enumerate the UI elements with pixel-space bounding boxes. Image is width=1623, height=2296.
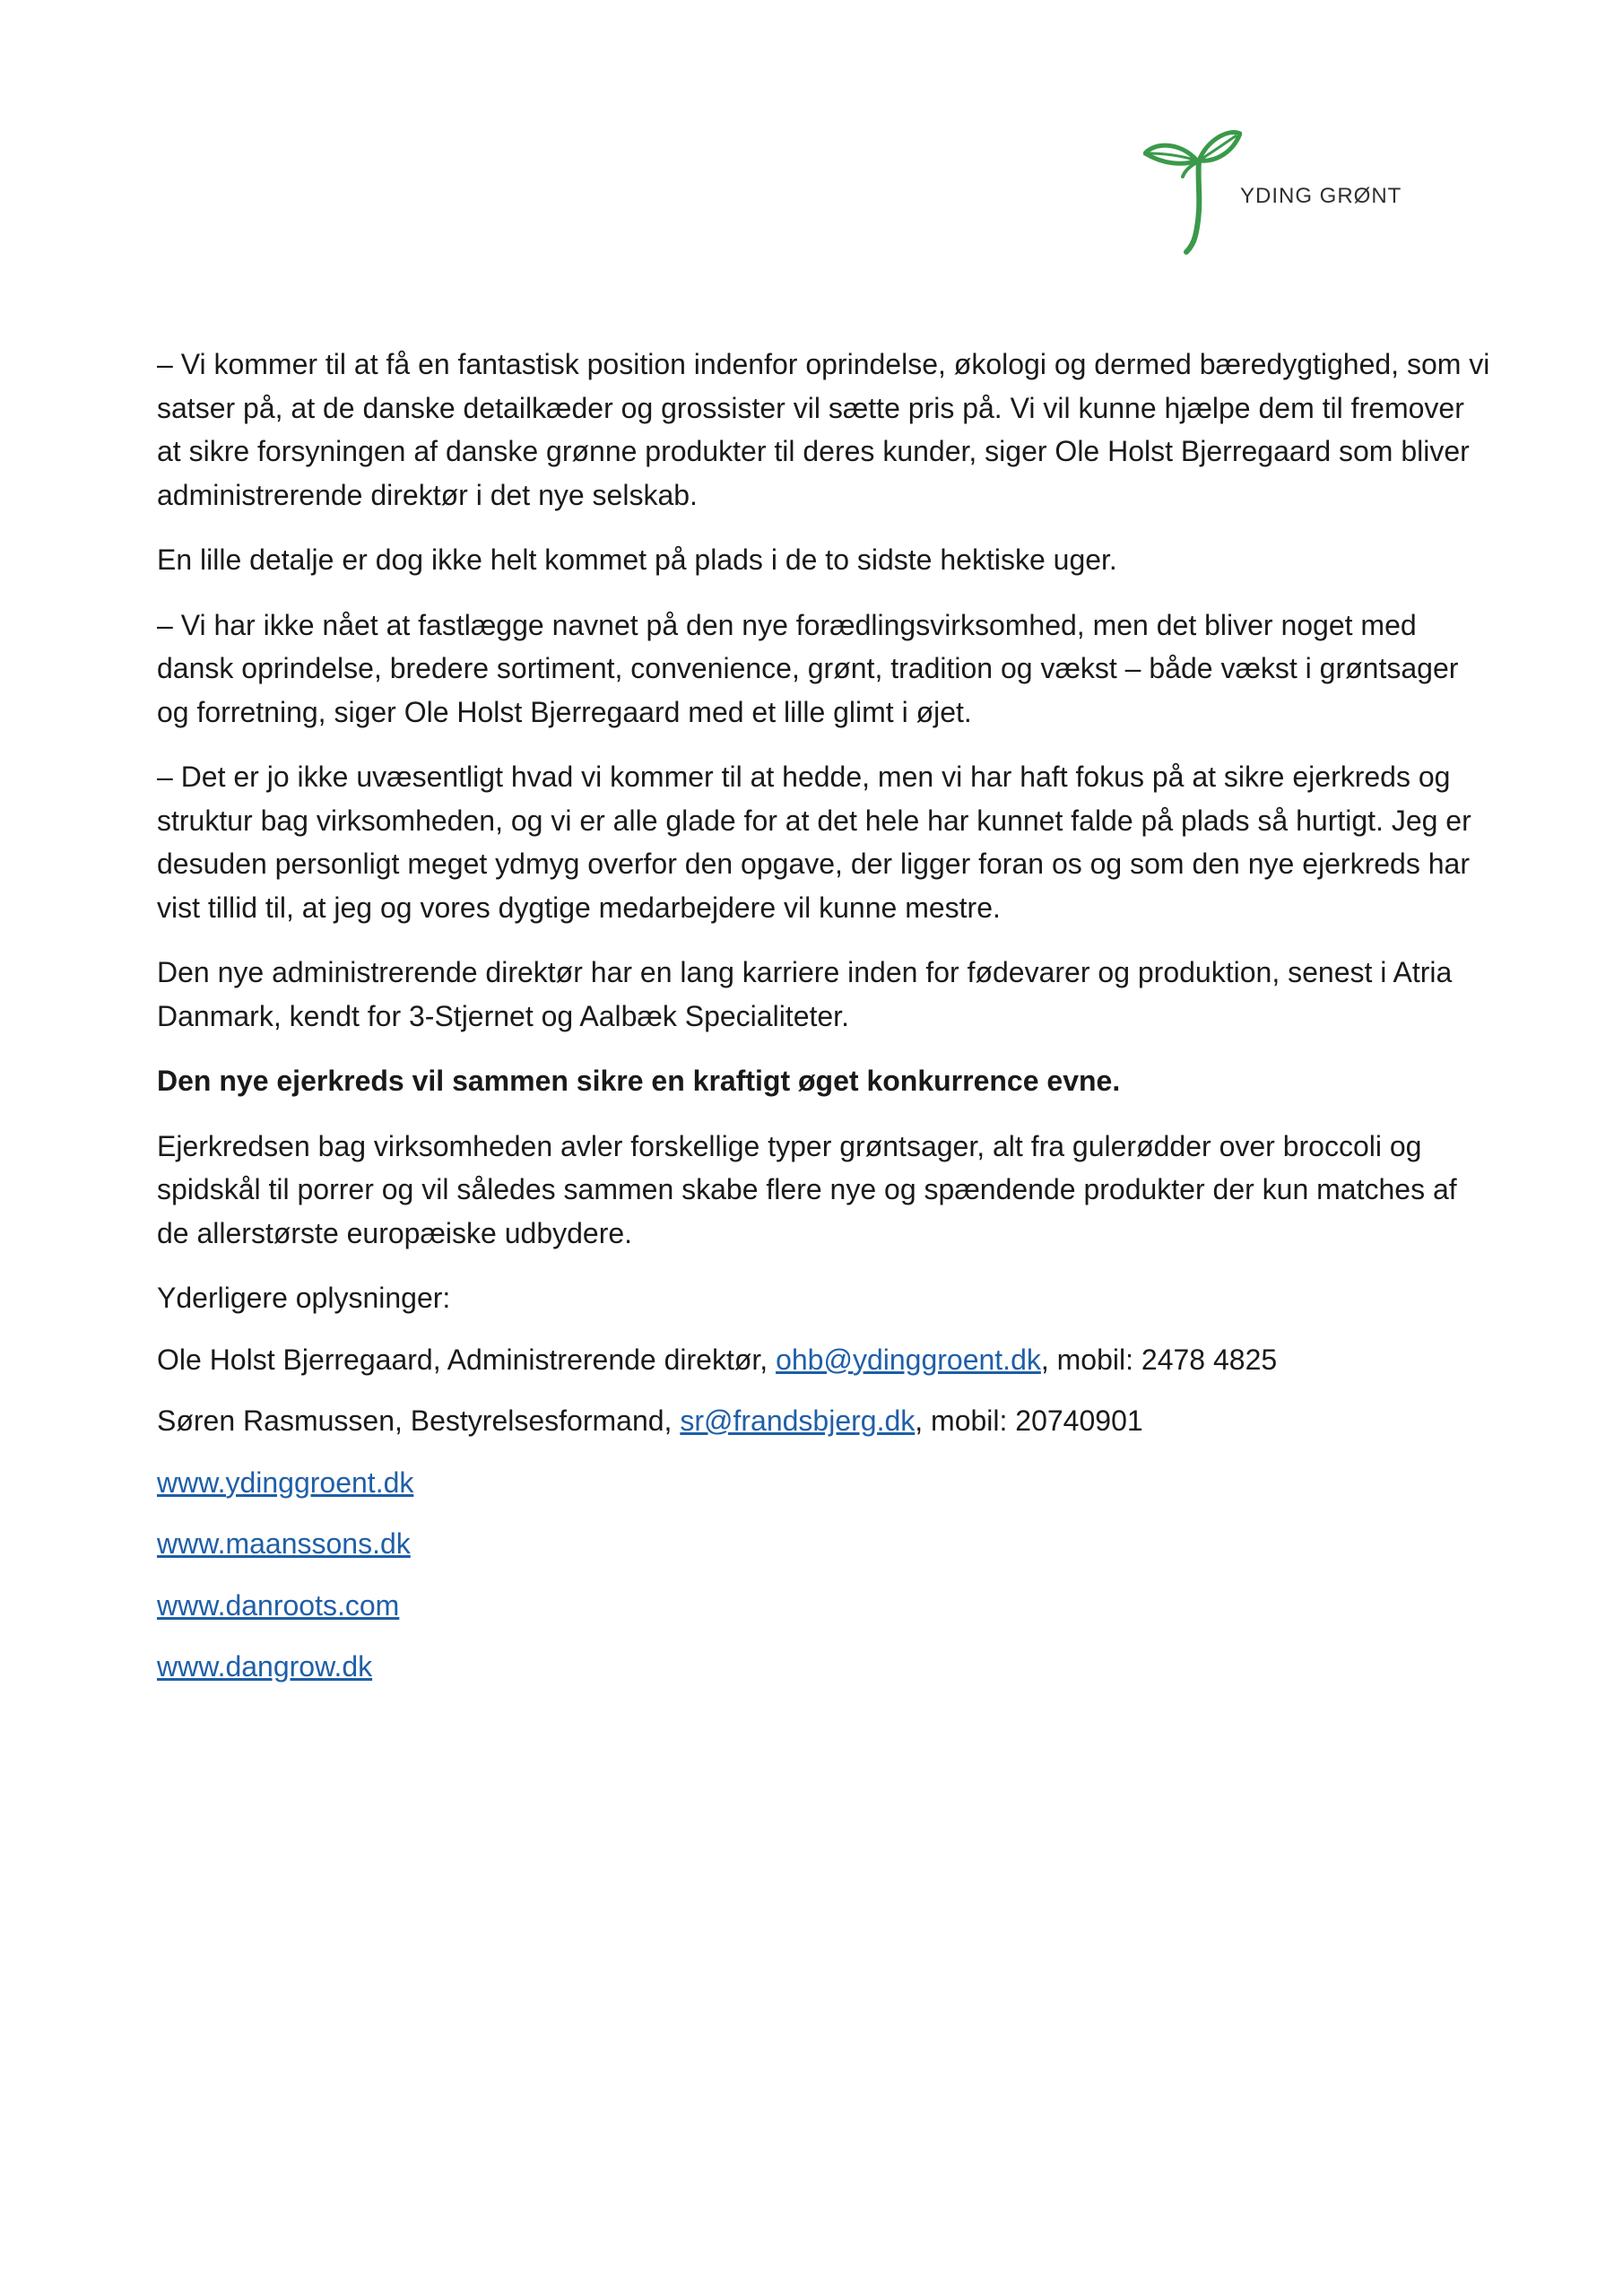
paragraph-2: En lille detalje er dog ikke helt kommet på plads i de to sidste hektiske uger. [157,544,1117,576]
paragraph-5: Den nye administrerende direktør har en lang karriere inden for fødevarer og produktion, senest i Atria Danmark, kendt for 3-Stjernet og Aalbæk Specialiteter. [157,956,1453,1032]
closing-paragraph: Ejerkredsen bag virksomheden avler forskellige typer grøntsager, alt fra gulerødder over broccoli og spidskål til porrer og vil således sammen skabe flere nye og spændende produkter der kun matches af de allerstørste europæiske udbydere. [157,1129,1457,1249]
website-link-dangrow[interactable]: www.dangrow.dk [157,1650,373,1683]
sprout-icon [1143,121,1242,256]
section-heading: Den nye ejerkreds vil sammen sikre en kraftigt øget konkurrence evne. [157,1065,1121,1097]
document-body [157,343,1493,1707]
contact-line-2 [157,1399,1493,1443]
contact-1-suffix: , mobil: 2478 4825 [1040,1343,1278,1376]
contact-1-prefix: Ole Holst Bjerregaard, Administrerende direktør, [157,1343,777,1376]
logo-text: YDING GRØNT [1240,184,1402,208]
link-line-2 [157,1522,1493,1566]
info-label: Yderligere oplysninger: [157,1282,451,1314]
website-link-maanssons[interactable]: www.maanssons.dk [157,1527,411,1560]
contact-2-email-link[interactable]: sr@frandsbjerg.dk [680,1405,916,1437]
website-link-danroots[interactable]: www.danroots.com [157,1588,400,1622]
link-line-1 [157,1461,1493,1505]
contact-1-email-link[interactable]: ohb@ydinggroent.dk [776,1343,1041,1376]
link-line-4 [157,1645,1493,1689]
link-line-3 [157,1584,1493,1628]
yding-gront-logo [1143,121,1412,256]
contact-2-suffix: , mobil: 20740901 [915,1405,1143,1437]
paragraph-4: – Det er jo ikke uvæsentligt hvad vi kommer til at hedde, men vi har haft fokus på at sikre ejerkreds og struktur bag virksomheden, og vi er alle glade for at det hele har kunnet falde på plads så hurtigt. Jeg er desuden personligt meget ydmyg overfor den opgave, der ligger foran os og som den nye ejerkreds har vist tillid til, at jeg og vores dygtige medarbejdere vil kunne mestre. [157,761,1471,924]
contact-line-1 [157,1338,1493,1382]
contact-2-prefix: Søren Rasmussen, Bestyrelsesformand, [157,1405,681,1437]
paragraph-1: – Vi kommer til at få en fantastisk position indenfor oprindelse, økologi og dermed bæredygtighed, som vi satser på, at de danske detailkæder og grossister vil sætte pris på. Vi vil kunne hjælpe dem til fremover at sikre forsyningen af danske grønne produkter til deres kunder, siger Ole Holst Bjerregaard som bliver administrerende direktør i det nye selskab. [157,348,1490,511]
paragraph-3: – Vi har ikke nået at fastlægge navnet på den nye forædlingsvirksomhed, men det bliver noget med dansk oprindelse, bredere sortiment, convenience, grønt, tradition og vækst – både vækst i grøntsager og forretning, siger Ole Holst Bjerregaard med et lille glimt i øjet. [157,608,1459,728]
website-link-ydinggroent[interactable]: www.ydinggroent.dk [157,1465,414,1499]
